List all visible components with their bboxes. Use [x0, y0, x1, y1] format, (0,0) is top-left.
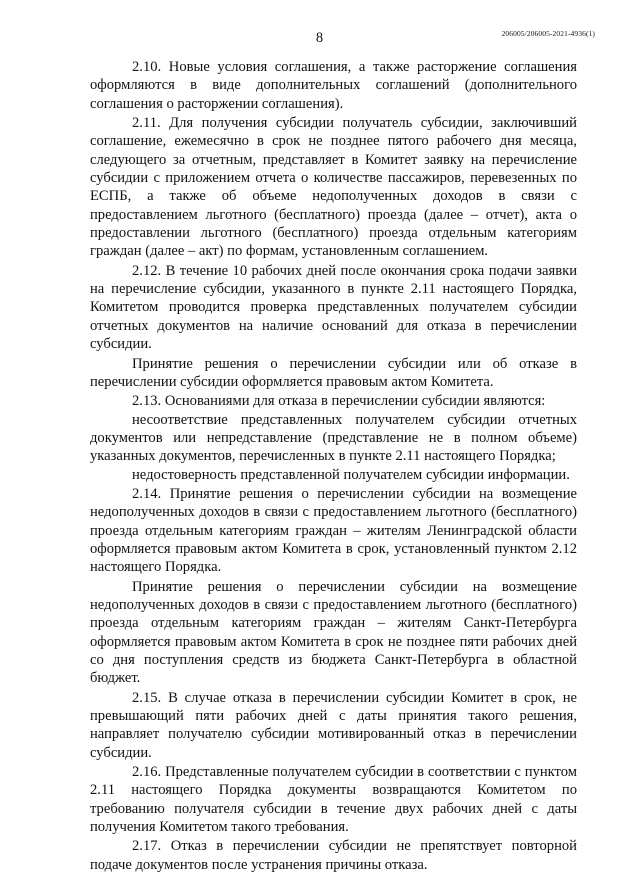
paragraph-2-10: 2.10. Новые условия соглашения, а также расторжение соглашения оформляются в виде дополнительных соглашений (дополнительного соглашения о расторжении соглашения).: [90, 59, 577, 112]
paragraph-2-16: 2.16. Представленные получателем субсидии в соответствии с пунктом 2.11 настоящего Порядка документы возвращаются Комитетом по требованию получателя субсидии в течение двух рабочих дней с даты получения Комитетом такого требования.: [90, 764, 577, 836]
paragraph-2-13: 2.13. Основаниями для отказа в перечислении субсидии являются:: [132, 393, 546, 410]
paragraph-2-14: 2.14. Принятие решения о перечислении субсидии на возмещение недополученных доходов в связи с предоставлением льготного (бесплатного) проезда отдельным категориям граждан – жителям Ленинградской области оформляется правовым актом Комитета в срок, установленный пунктом 2.12 настоящего Порядка.: [90, 485, 577, 576]
paragraph-refusal-ground-1: несоответствие представленных получателем субсидии отчетных документов или непредставление (представление не в полном объеме) указанных документов, перечисленных в пункте 2.11 настоящего Порядка;: [90, 411, 577, 465]
document-body: [90, 58, 577, 874]
paragraph-spb-decision: Принятие решения о перечислении субсидии на возмещение недополученных доходов в связи с предоставлением льготного (бесплатного) проезда отдельным категориям граждан – жителям Санкт-Петербурга оформляется правовым актом Комитета в срок не позднее пяти рабочих дней со дня поступления средств из бюджета Санкт-Петербурга в областной бюджет.: [90, 578, 577, 687]
paragraph-2-17: 2.17. Отказ в перечислении субсидии не препятствует повторной подаче документов после устранения причины отказа.: [90, 838, 577, 873]
paragraph-refusal-ground-2: недостоверность представленной получателем субсидии информации.: [132, 466, 570, 483]
paragraph-2-15: 2.15. В случае отказа в перечислении субсидии Комитет в срок, не превышающий пяти рабочих дней с даты принятия такого решения, направляет получателю субсидии мотивированный отказ в перечислении субсидии.: [90, 689, 577, 761]
paragraph-2-11: 2.11. Для получения субсидии получатель субсидии, заключивший соглашение, ежемесячно в срок не позднее пятого рабочего дня месяца, следующего за отчетным, представляет в Комитет заявку на перечисление субсидии с приложением отчета о количестве пассажиров, перевезенных по ЕСПБ, а также об объеме недополученных доходов в связи с предоставлением льготного (бесплатного) проезда (далее – отчет), акта о предоставлении льготного (бесплатного) проезда отдельным категориям граждан (далее – акт) по формам, установленным соглашением.: [90, 115, 577, 260]
document-id: 206005/206005-2021-4936(1): [501, 29, 595, 38]
paragraph-2-12: 2.12. В течение 10 рабочих дней после окончания срока подачи заявки на перечисление субсидии, указанного в пункте 2.11 настоящего Порядка, Комитетом проводится проверка представленных получателем субсидии отчетных документов на наличие оснований для отказа в перечислении субсидии.: [90, 262, 577, 353]
page-number: 8: [315, 30, 324, 46]
paragraph-decision-act: Принятие решения о перечислении субсидии или об отказе в перечислении субсидии оформляется правовым актом Комитета.: [90, 355, 577, 390]
